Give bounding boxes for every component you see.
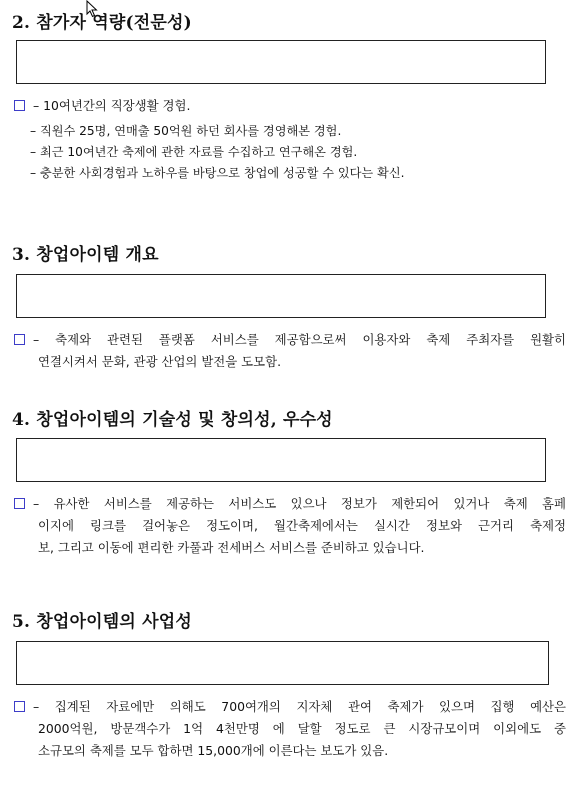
- overview-line: – 축제와 관련된 플랫폼 서비스를 제공함으로써 이용자와 축제 주최자를 원활히: [33, 332, 566, 347]
- technology-line: 보, 그리고 이동에 편리한 카풀과 전세버스 서비스를 준비하고 있습니다.: [38, 540, 425, 555]
- section-heading-overview: 3. 창업아이템 개요: [12, 245, 159, 265]
- business-line: 2000억원, 방문객수가 1억 4천만명 에 달할 정도로 큰 시장규모이며 이외에도 중: [38, 721, 566, 736]
- section-heading-competence: 2. 참가자 역량(전문성): [12, 13, 192, 33]
- checkbox-icon[interactable]: [14, 100, 25, 111]
- competence-lead-text: – 10여년간의 직장생활 경험.: [33, 98, 191, 113]
- business-input-box[interactable]: [16, 641, 549, 685]
- section-heading-business: 5. 창업아이템의 사업성: [12, 612, 192, 632]
- overview-paragraph: [14, 329, 566, 373]
- business-line: – 집계된 자료에만 의해도 700여개의 지자체 관여 축제가 있으며 집행 예산은: [33, 699, 566, 714]
- competence-item: – 최근 10여년간 축제에 관한 자료를 수집하고 연구해온 경험.: [30, 145, 358, 159]
- business-line: 소규모의 축제를 모두 합하면 15,000개에 이른다는 보도가 있음.: [38, 743, 389, 758]
- section-heading-technology: 4. 창업아이템의 기술성 및 창의성, 우수성: [12, 410, 333, 430]
- technology-line: 이지에 링크를 걸어놓은 정도이며, 월간축제에서는 실시간 정보와 근거리 축제정: [38, 518, 566, 533]
- checkbox-icon[interactable]: [14, 701, 25, 712]
- competence-item: – 충분한 사회경험과 노하우를 바탕으로 창업에 성공할 수 있다는 확신.: [30, 166, 405, 180]
- business-paragraph: [14, 696, 566, 762]
- competence-lead-line: [14, 96, 566, 116]
- checkbox-icon[interactable]: [14, 334, 25, 345]
- technology-input-box[interactable]: [16, 438, 546, 482]
- checkbox-icon[interactable]: [14, 498, 25, 509]
- competence-input-box[interactable]: [16, 40, 546, 84]
- technology-line: – 유사한 서비스를 제공하는 서비스도 있으나 정보가 제한되어 있거나 축제 홈페: [33, 496, 566, 511]
- competence-item: – 직원수 25명, 연매출 50억원 하던 회사를 경영해본 경험.: [30, 124, 342, 138]
- technology-paragraph: [14, 493, 566, 559]
- overview-line: 연결시켜서 문화, 관광 산업의 발전을 도모함.: [38, 354, 282, 369]
- overview-input-box[interactable]: [16, 274, 546, 318]
